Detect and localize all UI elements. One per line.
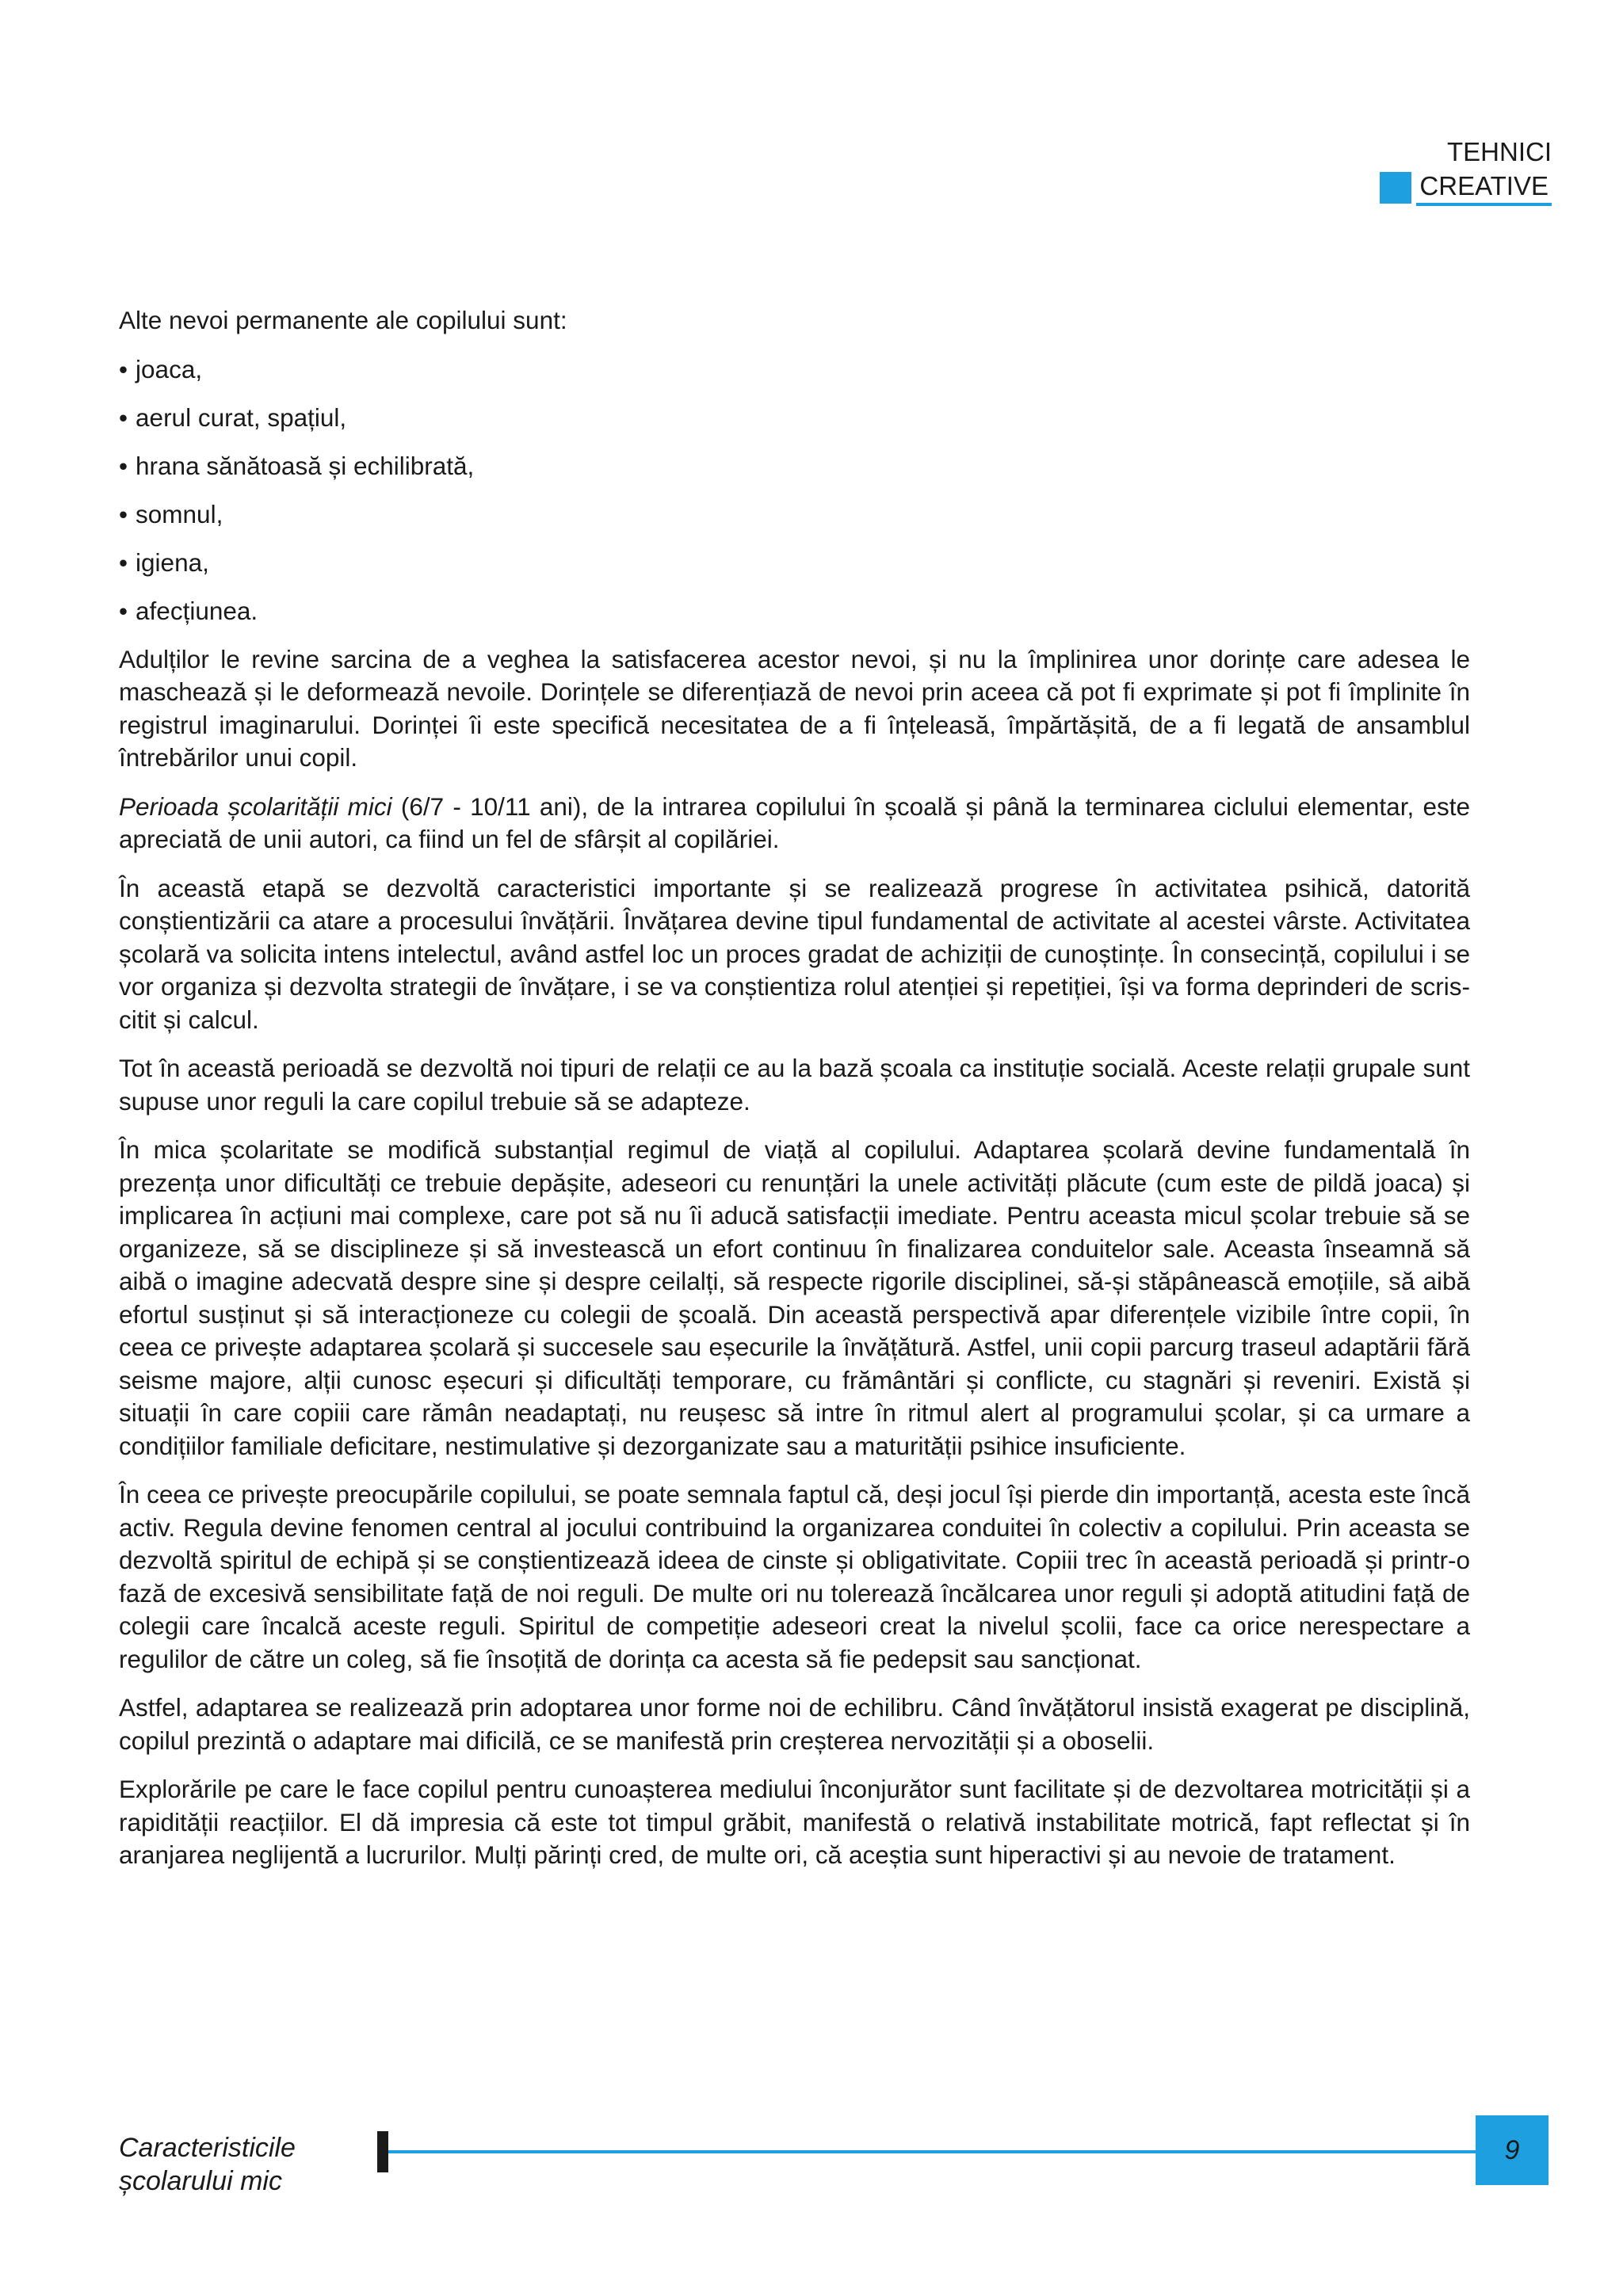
header-line-2: CREATIVE	[1416, 170, 1552, 206]
footer-bar-marker	[377, 2131, 388, 2172]
paragraph-8: Explorările pe care le face copilul pentru cunoașterea mediului înconjurător sunt facilitate și de dezvoltarea motricității și a rapidității reacțiilor. El dă impresia că este tot timpul grăbit, manifestă o relativă instabilitate motrică, fapt reflectat și în aranjarea neglijentă a lucrurilor. Mulți părinți cred, de multe ori, că aceștia sunt hiperactivi și au nevoie de tratament.	[119, 1775, 1470, 1869]
section-header	[1380, 135, 1552, 206]
paragraph-2-text: (6/7 - 10/11 ani), de la intrarea copilului în școală și până la terminarea ciclului elementar, este apreciată de unii autori, ca fiind un fel de sfârșit al copilăriei.	[119, 791, 1470, 853]
list-item: • somnul,	[119, 498, 1470, 531]
footer-title-line-2: școlarului mic	[119, 2166, 282, 2196]
page-number: 9	[1476, 2115, 1549, 2185]
list-item: • igiena,	[119, 547, 1470, 579]
footer-title-line-1: Caracteristicile	[119, 2133, 296, 2163]
paragraph-6: În ceea ce privește preocupările copilului, se poate semnala faptul că, deși jocul își pierde din importanță, acesta este încă activ. Regula devine fenomen central al jocului contribuind la organizarea conduitei în colectiv a copilului. Prin aceasta se dezvoltă spiritul de echipă și se conștientizează ideea de cinste și obligativitate. Copiii trec în această perioadă și printr-o fază de excesivă sensibilitate față de noi reguli. De multe ori nu tolerează încălcarea unor reguli și adoptă atitudini față de colegii care încalcă aceste reguli. Spiritul de competiție adeseori creat la nivelul școlii, face ca orice nerespectare a regulilor de către un coleg, să fie însoțită de dorința ca acesta să fie pedepsit sau sancționat.	[119, 1480, 1470, 1673]
list-item: • aerul curat, spațiul,	[119, 402, 1470, 434]
footer-chapter-title	[119, 2131, 296, 2198]
paragraph-2	[119, 791, 1470, 856]
period-term: Perioada școlarității mici	[119, 791, 392, 821]
paragraph-7: Astfel, adaptarea se realizează prin adoptarea unor forme noi de echilibru. Când învățătorul insistă exagerat pe disciplină, copilul prezintă o adaptare mai dificilă, ce se manifestă prin creșterea nervozității și a oboselii.	[119, 1693, 1470, 1755]
paragraph-1: Adulților le revine sarcina de a veghea la satisfacerea acestor nevoi, și nu la împlinirea unor dorințe care adesea le maschează și le deformează nevoile. Dorințele se diferențiază de nevoi prin aceea că pot fi exprimate și pot fi împlinite în registrul imaginarului. Dorinței îi este specifică necesitatea de a fi înțeleasă, împărtășită, de a fi legată de ansamblul întrebărilor unui copil.	[119, 644, 1470, 772]
list-item: • afecțiunea.	[119, 595, 1470, 627]
paragraph-5: În mica școlaritate se modifică substanțial regimul de viață al copilului. Adaptarea școlară devine fundamentală în prezența unor dificultăți ce trebuie depășite, adeseori cu renunțări la unele activități plăcute (cum este de pildă joaca) și implicarea în acțiuni mai complexe, care pot să nu îi aducă satisfacții imediate. Pentru aceasta micul școlar trebuie să se organizeze, să se disciplineze și să investească un efort continuu în finalizarea conduitelor sale. Aceasta înseamnă să aibă o imagine adecvată despre sine și despre ceilalți, să respecte rigorile disciplinei, să-și stăpânească emoțiile, să aibă efortul susținut și să interacționeze cu colegii de școală. Din această perspectivă apar diferențele vizibile între copii, în ceea ce privește adaptarea școlară și succesele sau eșecurile la învățătură. Astfel, unii copii parcurg traseul adaptării fără seisme majore, alții cunosc eșecuri și dificultăți temporare, cu frământări și conflicte, cu stagnări și reveniri. Există și situații în care copiii care rămân neadaptați, nu reușesc să intre în ritmul alert al programului școlar, și ca urmare a condițiilor familiale deficitare, nestimulative și dezorganizate sau a maturității psihice insuficiente.	[119, 1135, 1470, 1460]
header-line-1: TEHNICI	[1447, 137, 1552, 166]
paragraph-4: Tot în această perioadă se dezvoltă noi tipuri de relații ce au la bază școala ca instituție socială. Aceste relații grupale sunt supuse unor reguli la care copilul trebuie să se adapteze.	[119, 1054, 1470, 1116]
page-body	[119, 304, 1470, 1888]
list-item: • joaca,	[119, 353, 1470, 386]
paragraph-3: În această etapă se dezvoltă caracteristici importante și se realizează progrese în activitatea psihică, datorită conștientizării ca atare a procesului învățării. Învățarea devine tipul fundamental de activitate al acestei vârste. Activitatea școlară va solicita intens intelectul, având astfel loc un proces gradat de achiziții de cunoștințe. În consecință, copilului i se vor organiza și dezvolta strategii de învățare, i se va conștientiza rolul atenției și repetiției, își va forma deprinderi de scris-citit și calcul.	[119, 873, 1470, 1034]
needs-list	[119, 353, 1470, 627]
list-item: • hrana sănătoasă și echilibrată,	[119, 450, 1470, 482]
header-square-marker	[1380, 172, 1411, 204]
footer-rule	[388, 2150, 1476, 2153]
needs-intro: Alte nevoi permanente ale copilului sunt:	[119, 306, 567, 334]
